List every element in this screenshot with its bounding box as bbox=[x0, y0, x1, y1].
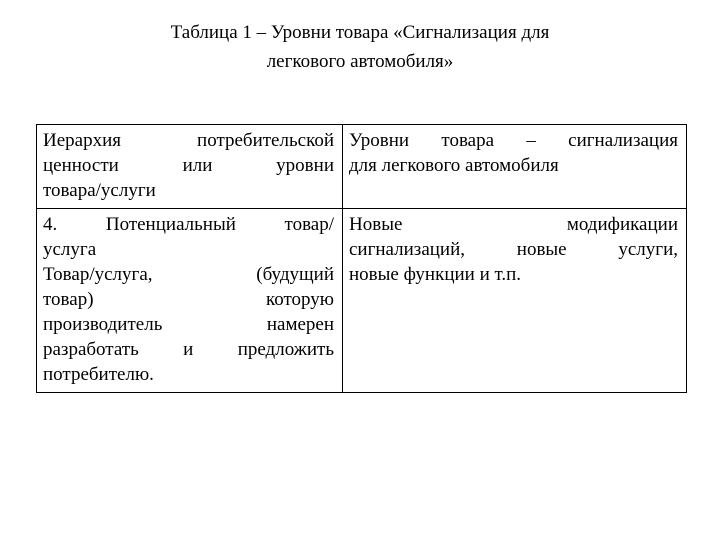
header-hierarchy-line: ценности или уровни bbox=[43, 155, 334, 176]
potential-product-line: потребителю. bbox=[43, 364, 154, 385]
table-caption bbox=[0, 18, 720, 76]
header-levels-line: для легкового автомобиля bbox=[349, 155, 559, 176]
header-hierarchy-line: Иерархия потребительской bbox=[43, 130, 334, 151]
table-caption-line-1: Таблица 1 – Уровни товара «Сигнализация для bbox=[170, 22, 550, 43]
potential-product-line: Товар/услуга, (будущий bbox=[43, 264, 334, 285]
potential-examples-line: новые функции и т.п. bbox=[349, 264, 522, 285]
potential-product-line: разработать и предложить bbox=[43, 339, 334, 360]
header-cell-levels bbox=[343, 125, 687, 209]
cell-potential-examples bbox=[343, 209, 687, 393]
potential-product-line: услуга bbox=[43, 239, 97, 260]
potential-examples-line: Новые модификации bbox=[349, 214, 678, 235]
table-caption-line-2: легкового автомобиля» bbox=[266, 51, 454, 72]
table-row bbox=[37, 209, 687, 393]
table-header-row bbox=[37, 125, 687, 209]
header-cell-hierarchy bbox=[37, 125, 343, 209]
cell-potential-product bbox=[37, 209, 343, 393]
potential-product-line: производитель намерен bbox=[43, 314, 334, 335]
header-levels-line: Уровни товара – сигнализация bbox=[349, 130, 678, 151]
header-hierarchy-line: товара/услуги bbox=[43, 180, 156, 201]
potential-examples-line: сигнализаций, новые услуги, bbox=[349, 239, 678, 260]
potential-product-line: 4. Потенциальный товар/ bbox=[43, 214, 334, 235]
potential-product-line: товар) которую bbox=[43, 289, 334, 310]
product-levels-table bbox=[36, 124, 687, 393]
